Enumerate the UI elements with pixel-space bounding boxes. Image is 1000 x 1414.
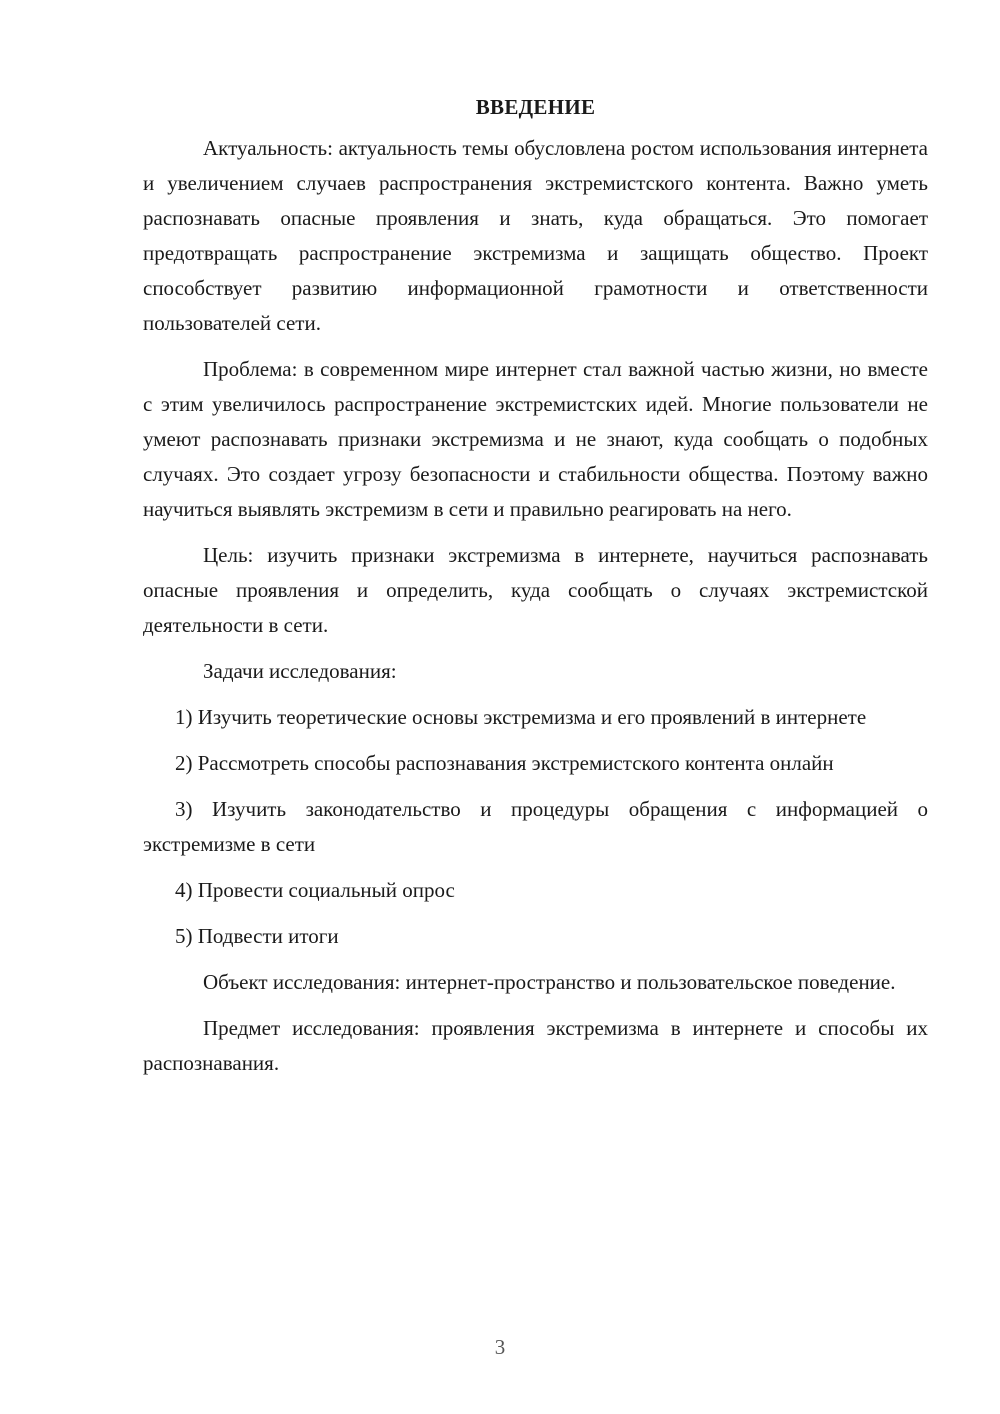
problem-paragraph: Проблема: в современном мире интернет стал важной частью жизни, но вместе с этим увеличилось распространение экстремистских идей. Многие пользователи не умеют распознавать признаки экстремизма и не знают, куда сообщать о подобных случаях. Это создает угрозу безопасности и стабильности общества. Поэтому важно научиться выявлять экстремизм в сети и правильно реагировать на него. bbox=[143, 357, 928, 521]
object-paragraph: Объект исследования: интернет-пространство и пользовательское поведение. bbox=[203, 970, 896, 994]
task-item-3: 3) Изучить законодательство и процедуры обращения с информацией о экстремизме в сети bbox=[143, 797, 928, 856]
tasks-heading: Задачи исследования: bbox=[203, 659, 397, 683]
page-title: ВВЕДЕНИЕ bbox=[475, 95, 596, 119]
task-item-1: 1) Изучить теоретические основы экстремизма и его проявлений в интернете bbox=[175, 705, 867, 729]
page-number: 3 bbox=[494, 1335, 506, 1359]
task-item-5: 5) Подвести итоги bbox=[175, 924, 339, 948]
document-page bbox=[143, 90, 928, 1092]
task-item-4: 4) Провести социальный опрос bbox=[175, 878, 455, 902]
subject-paragraph: Предмет исследования: проявления экстремизма в интернете и способы их распознавания. bbox=[143, 1016, 928, 1075]
relevance-paragraph: Актуальность: актуальность темы обусловлена ростом использования интернета и увеличением случаев распространения экстремистского контента. Важно уметь распознавать опасные проявления и знать, куда обращаться. Это помогает предотвращать распространение экстремизма и защищать общество. Проект способствует развитию информационной грамотности и ответственности пользователей сети. bbox=[143, 136, 928, 335]
goal-paragraph: Цель: изучить признаки экстремизма в интернете, научиться распознавать опасные проявления и определить, куда сообщать о случаях экстремистской деятельности в сети. bbox=[143, 543, 928, 637]
task-item-2: 2) Рассмотреть способы распознавания экстремистского контента онлайн bbox=[175, 751, 834, 775]
